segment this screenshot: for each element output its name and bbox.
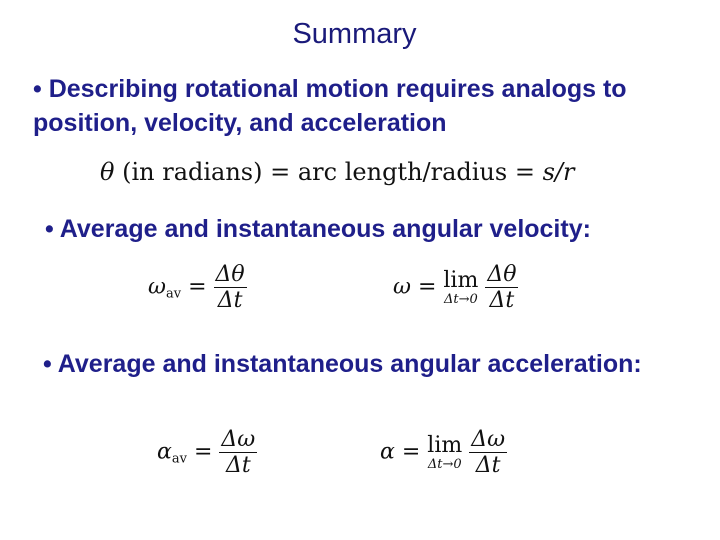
fraction xyxy=(214,262,247,313)
equals-sign: = xyxy=(514,158,535,186)
fraction xyxy=(219,427,257,478)
lim-word: lim xyxy=(427,432,463,458)
denominator: Δt xyxy=(489,288,515,313)
alpha-symbol: α xyxy=(157,439,172,465)
equals-sign: = xyxy=(401,439,421,465)
slide-title: Summary xyxy=(292,18,417,50)
equals-sign: = xyxy=(417,274,437,300)
s-over-r: s/r xyxy=(542,158,575,186)
average-angular-acceleration-equation xyxy=(157,427,257,478)
bullet-rotational-analogs: • Describing rotational motion requires analogs to position, velocity, and acceleration xyxy=(33,75,627,137)
instantaneous-angular-velocity-equation xyxy=(393,262,518,313)
numerator: Δθ xyxy=(487,262,517,287)
lim-word: lim xyxy=(443,267,479,293)
bullet-angular-velocity: • Average and instantaneous angular velocity: xyxy=(45,215,591,243)
instantaneous-angular-acceleration-equation xyxy=(380,427,507,478)
theta-definition-equation xyxy=(100,158,574,186)
equals-sign: = xyxy=(188,274,207,300)
alpha-symbol: α xyxy=(380,439,395,465)
average-angular-velocity-equation xyxy=(148,262,247,313)
lim-subscript: Δt→0 xyxy=(443,291,478,307)
omega-symbol: ω xyxy=(393,274,411,300)
av-subscript: av xyxy=(171,451,187,467)
av-subscript: av xyxy=(165,286,182,302)
equals-sign: = xyxy=(270,158,291,186)
fraction xyxy=(469,427,507,478)
bullet-angular-acceleration: • Average and instantaneous angular acceleration: xyxy=(43,350,642,378)
denominator: Δt xyxy=(225,453,251,478)
fraction xyxy=(485,262,518,313)
lim-subscript: Δt→0 xyxy=(427,456,462,472)
limit-operator xyxy=(427,434,462,472)
denominator: Δt xyxy=(217,288,243,313)
numerator: Δθ xyxy=(215,262,245,287)
arc-length-over-radius: arc length/radius xyxy=(297,158,508,186)
limit-operator xyxy=(443,269,478,307)
numerator: Δω xyxy=(471,427,506,452)
theta-symbol: θ xyxy=(100,158,115,186)
equals-sign: = xyxy=(193,439,213,465)
numerator: Δω xyxy=(221,427,256,452)
denominator: Δt xyxy=(475,453,501,478)
in-radians-text: (in radians) xyxy=(122,158,263,186)
omega-symbol: ω xyxy=(148,274,166,300)
